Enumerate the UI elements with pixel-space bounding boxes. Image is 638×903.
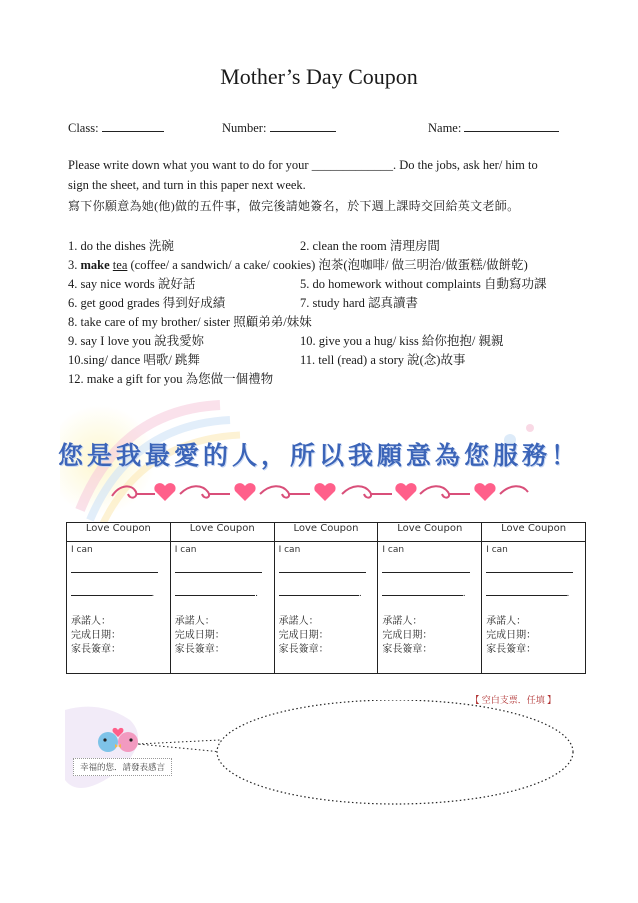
coupon-cell[interactable]	[170, 542, 274, 674]
task-8: 8. take care of my brother/ sister 照顧弟弟/妹妹	[68, 315, 312, 329]
class-blank[interactable]	[102, 120, 164, 132]
period-mark: .	[255, 589, 258, 599]
promiser-label: 承諾人：	[278, 616, 319, 627]
bubble-tag-label: 幸福的您．請發表感言	[73, 758, 172, 776]
coupon-ican-label: I can	[486, 545, 508, 555]
task-4: 4. say nice words 說好話	[68, 277, 196, 291]
done-date-label: 完成日期：	[382, 630, 433, 641]
task-3-rest: (coffee/ a sandwich/ a cake/ cookies) 泡茶(泡咖啡/ 做三明治/做蛋糕/做餅乾)	[127, 258, 528, 272]
done-date-label: 完成日期：	[174, 630, 225, 641]
task-7: 7. study hard 認真讀書	[300, 296, 419, 310]
task-6: 6. get good grades 得到好成績	[68, 296, 226, 310]
coupon-blank-line[interactable]	[279, 559, 366, 573]
class-field	[68, 120, 164, 136]
coupon-body-row	[67, 542, 586, 674]
period-mark: .	[566, 589, 570, 599]
task-9: 9. say I love you 說我愛妳	[68, 334, 205, 348]
coupon-signature-block	[71, 615, 166, 657]
page-title: Mother’s Day Coupon	[220, 64, 418, 89]
promiser-label: 承諾人：	[382, 616, 423, 627]
task-5: 5. do homework without complaints 自動寫功課	[300, 277, 547, 291]
coupon-ican-label: I can	[71, 545, 93, 555]
coupon-ican-label: I can	[278, 545, 301, 555]
task-2: 2. clean the room 清理房間	[300, 239, 440, 253]
promiser-label: 承諾人：	[174, 616, 215, 627]
name-blank[interactable]	[464, 120, 559, 132]
task-3-number: 3.	[68, 258, 81, 272]
banner-slogan: 您是我最愛的人，所以我願意為您服務！	[57, 441, 580, 470]
parent-sign-label: 家長簽章：	[278, 644, 329, 655]
class-label: Class:	[68, 121, 99, 135]
task-10: 10. give you a hug/ kiss 給你抱抱/ 親親	[300, 334, 504, 348]
number-label: Number:	[222, 121, 267, 135]
period-mark: .	[359, 589, 362, 599]
instructions-line-1: Please write down what you want to do for your _____________. Do the jobs, ask her/ him to	[68, 158, 538, 172]
promiser-label: 承諾人：	[71, 616, 111, 627]
coupon-blank-line-2[interactable]	[382, 573, 477, 599]
coupon-signature-block	[486, 615, 581, 657]
name-label: Name:	[428, 121, 462, 135]
coupon-blank-line[interactable]	[175, 559, 262, 573]
number-blank[interactable]	[270, 120, 336, 132]
number-field	[222, 120, 336, 136]
parent-sign-label: 家長簽章：	[174, 644, 225, 655]
parent-sign-label: 家長簽章：	[382, 644, 433, 655]
task-1: 1. do the dishes 洗碗	[68, 239, 174, 253]
name-field	[428, 120, 559, 136]
period-mark: .	[151, 589, 154, 599]
period-mark: .	[462, 589, 466, 599]
coupon-header: Love Coupon	[67, 523, 171, 542]
blank-check-note: 【 空白支票．任填 】	[470, 695, 556, 705]
coupon-signature-block	[279, 615, 374, 657]
promiser-label: 承諾人：	[486, 616, 527, 627]
task-3-tea: tea	[112, 258, 128, 272]
task-12: 11. tell (read) a story 說(念)故事	[300, 353, 466, 367]
done-date-label: 完成日期：	[486, 630, 537, 641]
coupon-signature-block	[175, 615, 270, 657]
instructions-line-3: 寫下你願意為她(他)做的五件事，做完後請她簽名，於下週上課時交回給英文老師。	[68, 199, 520, 213]
coupon-header: Love Coupon	[274, 523, 378, 542]
coupon-blank-line-2[interactable]	[71, 573, 166, 599]
heart-divider-icon	[110, 476, 532, 506]
coupon-ican-label: I can	[382, 545, 405, 555]
parent-sign-label: 家長簽章：	[71, 644, 121, 655]
task-13: 12. make a gift for you 為您做一個禮物	[68, 372, 274, 386]
parent-sign-label: 家長簽章：	[486, 644, 537, 655]
coupon-cell[interactable]	[378, 542, 482, 674]
coupon-blank-line[interactable]	[382, 559, 469, 573]
coupon-cell[interactable]	[274, 542, 378, 674]
done-date-label: 完成日期：	[278, 630, 329, 641]
coupon-blank-line-2[interactable]	[486, 573, 581, 599]
speech-bubble[interactable]	[217, 700, 573, 804]
task-11: 10.sing/ dance 唱歌/ 跳舞	[68, 353, 200, 367]
task-3-make: make	[80, 258, 110, 272]
coupon-blank-line-2[interactable]	[175, 573, 270, 599]
speech-bubble-area	[60, 700, 580, 810]
coupon-cell[interactable]	[67, 542, 171, 674]
coupon-blank-line[interactable]	[71, 559, 158, 573]
task-3	[68, 255, 528, 273]
instructions-line-2: sign the sheet, and turn in this paper next week.	[68, 178, 306, 192]
coupon-header: Love Coupon	[378, 523, 482, 542]
coupon-cell[interactable]	[482, 542, 586, 674]
coupon-header: Love Coupon	[482, 523, 586, 542]
coupon-header: Love Coupon	[170, 523, 274, 542]
coupon-blank-line[interactable]	[486, 559, 573, 573]
coupon-table	[66, 522, 586, 674]
coupon-blank-line-2[interactable]	[279, 573, 374, 599]
coupon-signature-block	[382, 615, 477, 657]
done-date-label: 完成日期：	[71, 630, 121, 641]
coupon-header-row	[67, 523, 586, 542]
coupon-ican-label: I can	[174, 545, 197, 555]
